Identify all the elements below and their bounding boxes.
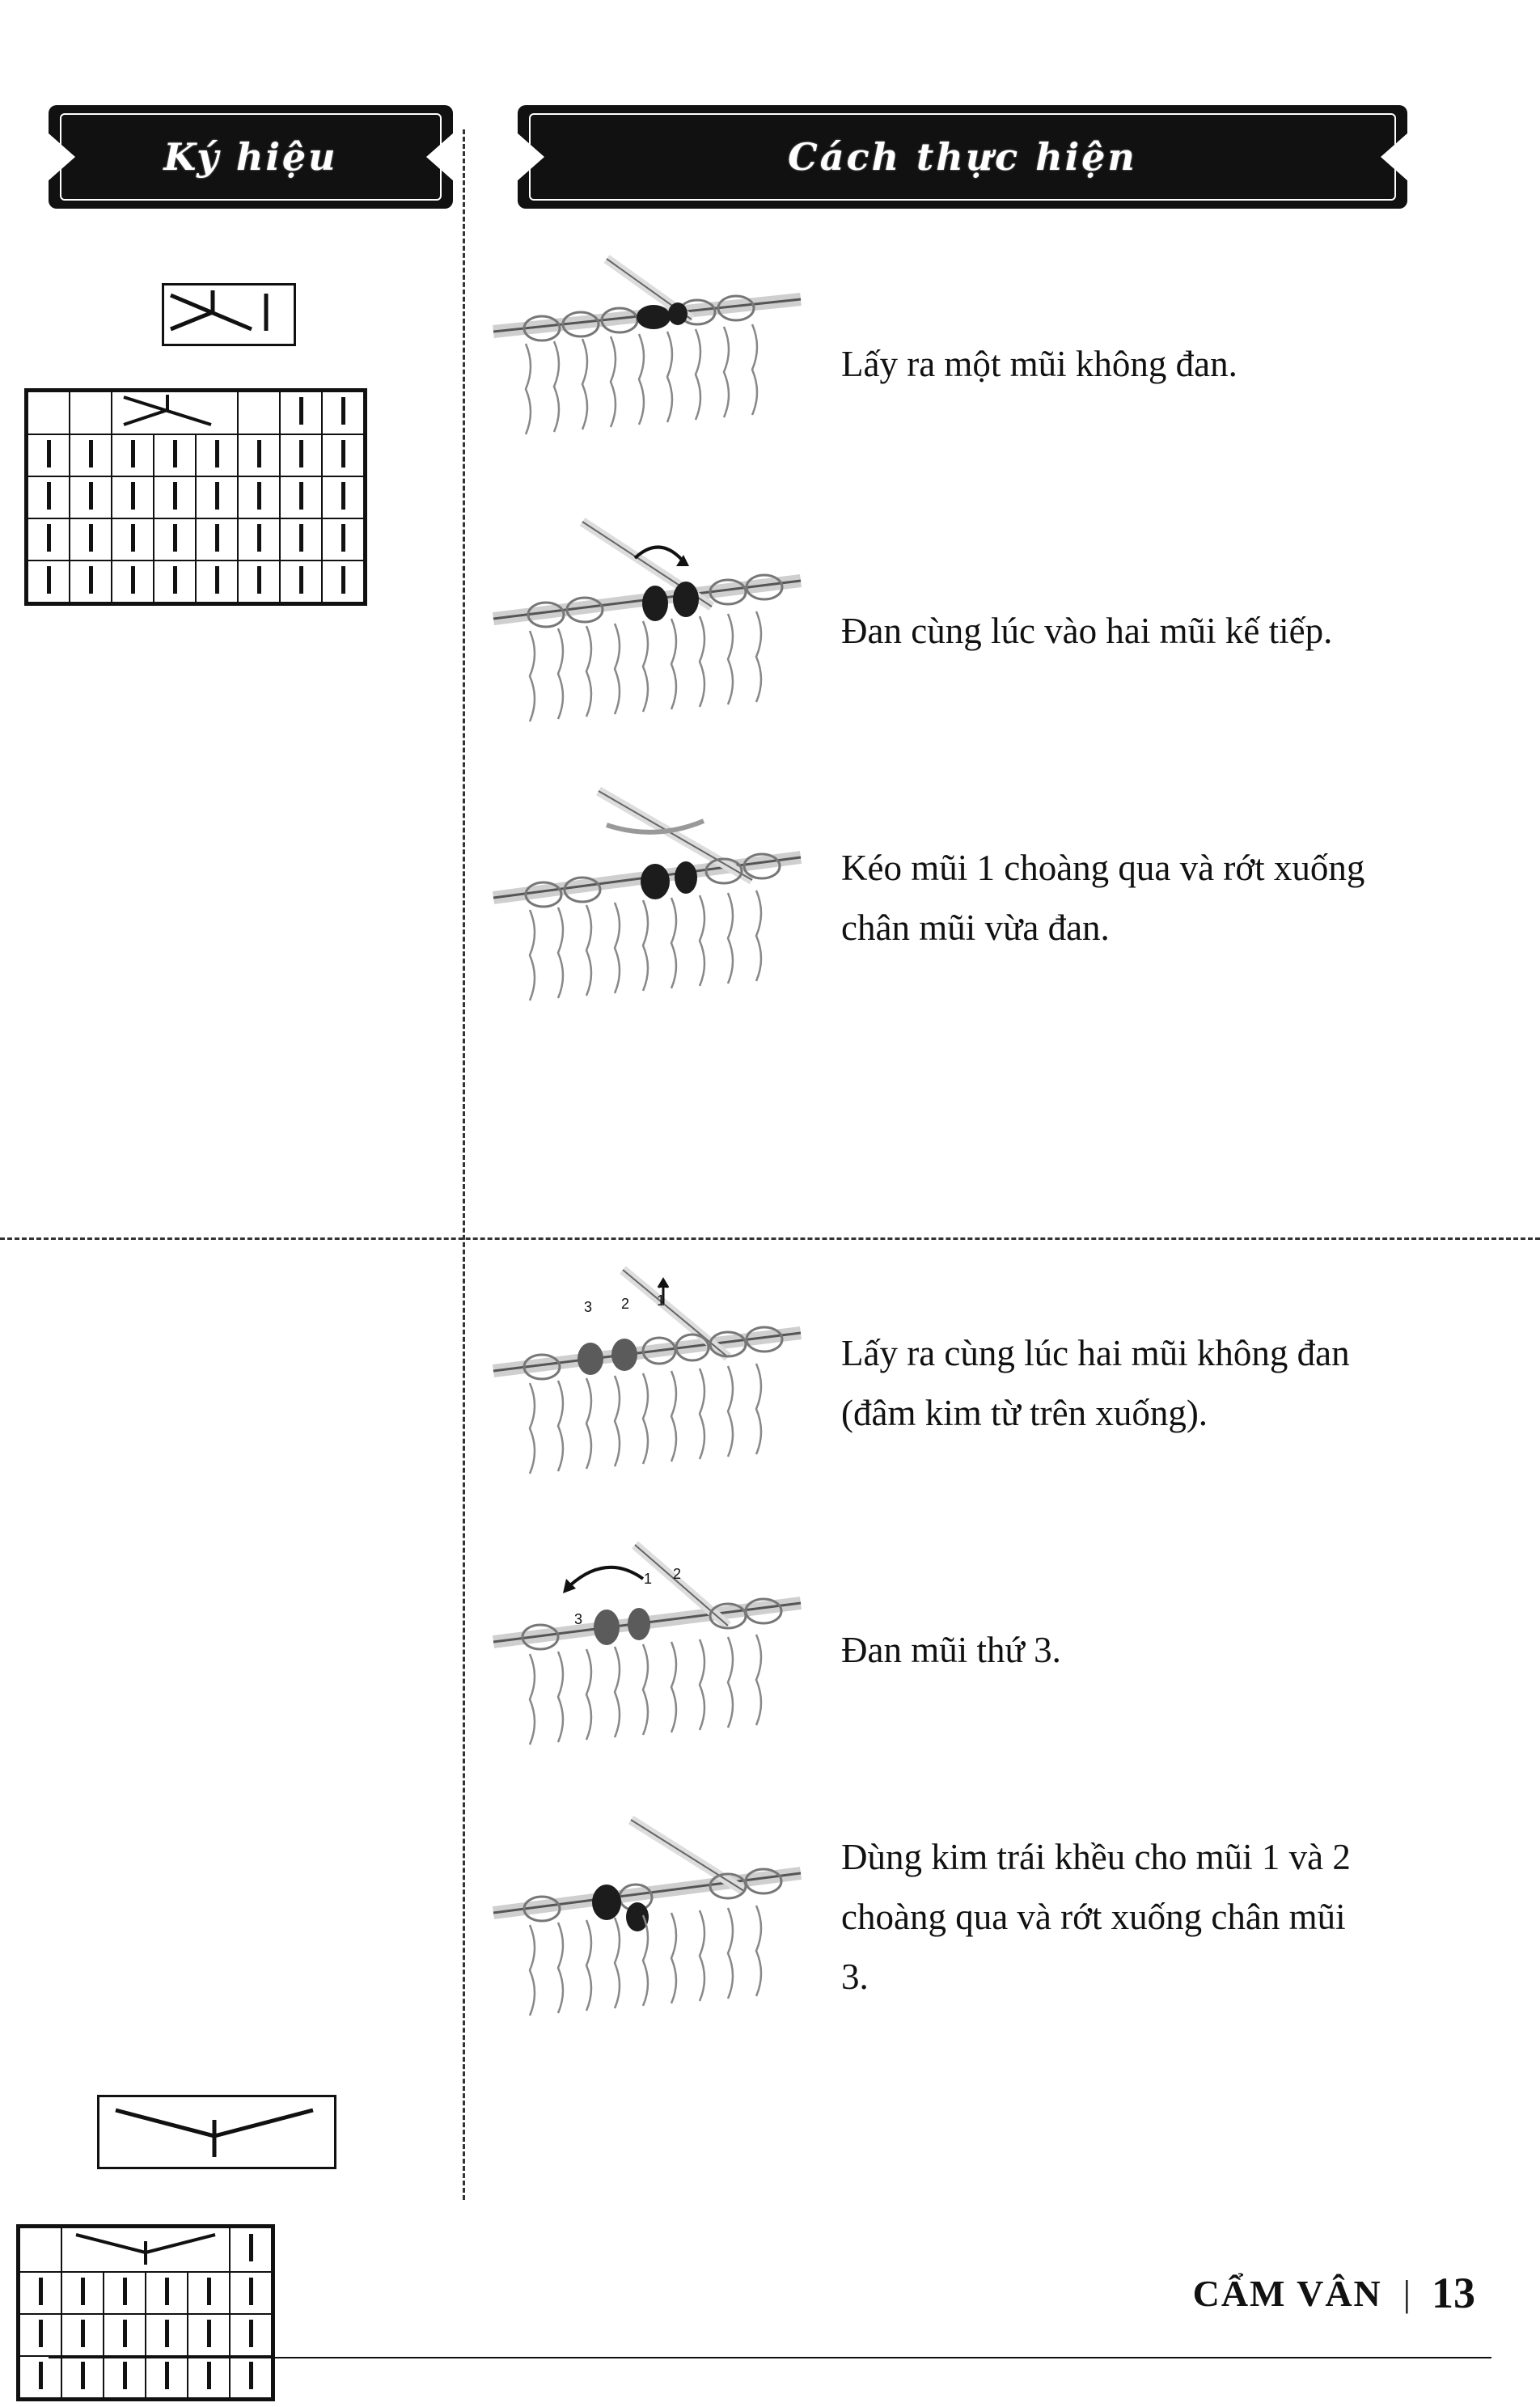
knit-stitch-mark xyxy=(215,524,219,552)
knit-stitch-mark xyxy=(215,482,219,510)
method-column-banner xyxy=(518,105,1407,209)
chart-cell xyxy=(230,2314,272,2356)
chart-cell xyxy=(19,2356,61,2398)
knit-stitch-mark xyxy=(39,2320,43,2347)
knitting-needles-slip-two-stitches-illustration xyxy=(485,1262,809,1504)
knit-stitch-mark xyxy=(165,2320,169,2347)
chart-cell xyxy=(280,476,322,518)
knit-stitch-mark xyxy=(249,2234,253,2261)
chart-cell xyxy=(61,2272,104,2314)
knit-stitch-mark xyxy=(249,2320,253,2347)
knit-stitch-mark xyxy=(257,566,261,594)
chart-cell xyxy=(146,2356,188,2398)
stitch-number-3: 3 xyxy=(584,1299,593,1315)
cdd-glyph-icon xyxy=(66,2228,225,2267)
chart-cell xyxy=(322,561,364,603)
chart-row xyxy=(28,391,364,434)
stitch-number-3: 3 xyxy=(574,1611,583,1627)
knit-stitch-mark xyxy=(173,524,177,552)
chart-cell xyxy=(230,2227,272,2272)
knit-third-stitch-diagram-icon xyxy=(485,1529,809,1771)
step-text: Lấy ra cùng lúc hai mũi không đan (đâm kim từ trên xuống). xyxy=(841,1332,1350,1433)
slip-two-stitches-diagram-icon xyxy=(485,1262,809,1504)
chart-cell xyxy=(196,476,238,518)
knit-stitch-mark xyxy=(341,397,345,425)
horizontal-divider xyxy=(0,1237,1540,1240)
step-item xyxy=(485,1796,1540,2038)
ssk-glyph-icon xyxy=(114,392,235,429)
knit-stitch-mark xyxy=(257,482,261,510)
knit-stitch-mark xyxy=(173,482,177,510)
knit-stitch-mark xyxy=(207,2362,211,2389)
method-banner-label: Cách thực hiện xyxy=(788,135,1137,179)
step-item xyxy=(485,1529,1540,1771)
chart-cell xyxy=(280,518,322,561)
knit-stitch-mark xyxy=(257,440,261,467)
knitting-needles-knit-two-together-illustration xyxy=(485,510,809,752)
chart-cell xyxy=(322,476,364,518)
chart-grid-ssk xyxy=(24,388,367,606)
knit-stitch-mark xyxy=(165,2362,169,2389)
chart-row xyxy=(28,518,364,561)
knit-stitch-mark xyxy=(39,2278,43,2305)
page-number: 13 xyxy=(1432,2269,1475,2317)
ssk-glyph-icon xyxy=(164,286,289,339)
steps-column-section-1 xyxy=(485,243,1540,1221)
knit-stitch-mark xyxy=(47,566,51,594)
stitch-number-1: 1 xyxy=(644,1571,653,1587)
chart-cell xyxy=(146,2314,188,2356)
chart-cell xyxy=(112,476,154,518)
header xyxy=(0,105,1540,218)
chart-cell-symbol xyxy=(112,391,238,434)
stitch-number-2: 2 xyxy=(673,1566,682,1582)
chart-cell xyxy=(280,391,322,434)
step-item xyxy=(485,776,1540,1019)
chart-cell xyxy=(154,476,196,518)
chart-cell-symbol xyxy=(61,2227,230,2272)
knit-stitch-mark xyxy=(341,440,345,467)
footer-rule xyxy=(49,2357,1491,2358)
knit-stitch-mark xyxy=(89,440,93,467)
chart-table-2 xyxy=(19,2227,273,2399)
knit-stitch-mark xyxy=(299,440,303,467)
chart-cell xyxy=(28,476,70,518)
knit-stitch-mark xyxy=(47,440,51,467)
chart-cell xyxy=(280,561,322,603)
knit-stitch-mark xyxy=(131,482,135,510)
knit-stitch-mark xyxy=(89,566,93,594)
page-footer xyxy=(1193,2268,1475,2318)
chart-cell xyxy=(70,518,112,561)
chart-cell xyxy=(19,2227,61,2272)
knitting-needles-slip-stitch-illustration xyxy=(485,243,809,485)
chart-table-1 xyxy=(27,391,365,603)
section-slip-slip-knit xyxy=(0,243,1540,1221)
chart-cell xyxy=(70,391,112,434)
knit-stitch-mark xyxy=(47,482,51,510)
chart-cell xyxy=(196,518,238,561)
step-text: Đan mũi thứ 3. xyxy=(841,1629,1061,1670)
knit-stitch-mark xyxy=(81,2362,85,2389)
chart-cell xyxy=(70,434,112,476)
chart-cell xyxy=(188,2272,230,2314)
knit-stitch-mark xyxy=(123,2320,127,2347)
chart-row xyxy=(28,434,364,476)
step-item xyxy=(485,243,1540,485)
knit-stitch-mark xyxy=(39,2362,43,2389)
knit-stitch-mark xyxy=(299,482,303,510)
chart-cell xyxy=(28,434,70,476)
chart-cell xyxy=(70,561,112,603)
step-item xyxy=(485,1262,1540,1504)
knit-stitch-mark xyxy=(81,2320,85,2347)
chart-cell xyxy=(322,434,364,476)
step-text: Đan cùng lúc vào hai mũi kế tiếp. xyxy=(841,610,1333,651)
chart-cell xyxy=(112,434,154,476)
knit-stitch-mark xyxy=(173,440,177,467)
cdd-glyph-icon xyxy=(99,2097,329,2162)
chart-row xyxy=(28,561,364,603)
chart-cell xyxy=(196,561,238,603)
knit-stitch-mark xyxy=(341,566,345,594)
chart-row xyxy=(19,2227,272,2272)
knit-stitch-mark xyxy=(341,524,345,552)
knitting-needles-pass-two-stitches-over-illustration xyxy=(485,1796,809,2038)
step-text: Kéo mũi 1 choàng qua và rớt xuống chân mũi vừa đan. xyxy=(841,847,1365,948)
chart-row xyxy=(19,2314,272,2356)
knit-stitch-mark xyxy=(207,2320,211,2347)
knit-stitch-mark xyxy=(89,482,93,510)
chart-cell xyxy=(238,476,280,518)
chart-cell xyxy=(19,2314,61,2356)
method-banner-inner xyxy=(529,113,1396,201)
symbol-column-section-1 xyxy=(0,243,463,1221)
chart-cell xyxy=(280,434,322,476)
knit-stitch-mark xyxy=(299,397,303,425)
knit-stitch-mark xyxy=(207,2278,211,2305)
footer-separator: | xyxy=(1402,2272,1411,2314)
stitch-number-2: 2 xyxy=(621,1296,630,1312)
chart-cell xyxy=(238,518,280,561)
knit-stitch-mark xyxy=(173,566,177,594)
chart-cell xyxy=(154,561,196,603)
pass-two-stitches-over-diagram-icon xyxy=(485,1796,809,2038)
chart-cell xyxy=(104,2272,146,2314)
knit-stitch-mark xyxy=(123,2362,127,2389)
chart-cell xyxy=(230,2272,272,2314)
chart-cell xyxy=(238,561,280,603)
knit-stitch-mark xyxy=(123,2278,127,2305)
knit-stitch-mark xyxy=(299,566,303,594)
knitting-needles-knit-third-stitch-illustration xyxy=(485,1529,809,1771)
chart-grid-cdd xyxy=(16,2224,275,2401)
knit-stitch-mark xyxy=(257,524,261,552)
symbol-column-banner xyxy=(49,105,453,209)
knit-stitch-mark xyxy=(299,524,303,552)
chart-row xyxy=(19,2356,272,2398)
chart-cell xyxy=(322,391,364,434)
symbol-banner-inner xyxy=(60,113,442,201)
knitting-needles-pass-slipped-stitch-over-illustration xyxy=(485,776,809,1019)
knit-stitch-mark xyxy=(81,2278,85,2305)
chart-cell xyxy=(112,561,154,603)
chart-cell xyxy=(238,434,280,476)
knit-stitch-mark xyxy=(165,2278,169,2305)
step-text: Dùng kim trái khều cho mũi 1 và 2 choàng qua và rớt xuống chân mũi 3. xyxy=(841,1836,1351,1998)
chart-cell xyxy=(188,2356,230,2398)
chart-cell xyxy=(154,434,196,476)
chart-cell xyxy=(196,434,238,476)
chart-cell xyxy=(61,2356,104,2398)
steps-column-section-2 xyxy=(485,1262,1540,2248)
knit-stitch-mark xyxy=(249,2362,253,2389)
slip-slip-knit-symbol xyxy=(162,283,296,346)
slip-stitch-diagram-icon xyxy=(485,243,809,485)
chart-cell xyxy=(154,518,196,561)
knit-stitch-mark xyxy=(47,524,51,552)
chart-cell xyxy=(104,2356,146,2398)
knit-stitch-mark xyxy=(131,440,135,467)
chart-cell xyxy=(19,2272,61,2314)
knit-stitch-mark xyxy=(215,440,219,467)
chart-cell xyxy=(112,518,154,561)
chart-cell xyxy=(146,2272,188,2314)
stitch-number-1: 1 xyxy=(657,1292,666,1309)
section-central-double-decrease xyxy=(0,1262,1540,2248)
knit-stitch-mark xyxy=(341,482,345,510)
knit-stitch-mark xyxy=(131,566,135,594)
chart-cell xyxy=(322,518,364,561)
chart-cell xyxy=(188,2314,230,2356)
knit-two-together-diagram-icon xyxy=(485,510,809,752)
symbol-banner-label: Ký hiệu xyxy=(163,135,338,179)
knit-stitch-mark xyxy=(215,566,219,594)
chart-cell xyxy=(104,2314,146,2356)
chart-cell xyxy=(28,391,70,434)
knit-stitch-mark xyxy=(249,2278,253,2305)
central-double-decrease-symbol xyxy=(97,2095,336,2169)
chart-row xyxy=(28,476,364,518)
chart-cell xyxy=(70,476,112,518)
pass-slipped-stitch-over-diagram-icon xyxy=(485,776,809,1019)
chart-cell xyxy=(61,2314,104,2356)
chart-cell xyxy=(28,518,70,561)
chart-cell xyxy=(28,561,70,603)
symbol-column-section-2 xyxy=(0,1262,463,2248)
step-item xyxy=(485,510,1540,752)
chart-row xyxy=(19,2272,272,2314)
knit-stitch-mark xyxy=(89,524,93,552)
chart-cell xyxy=(238,391,280,434)
chart-cell xyxy=(230,2356,272,2398)
step-text: Lấy ra một mũi không đan. xyxy=(841,343,1238,384)
footer-brand: CẨM VÂN xyxy=(1192,2272,1382,2314)
knit-stitch-mark xyxy=(131,524,135,552)
